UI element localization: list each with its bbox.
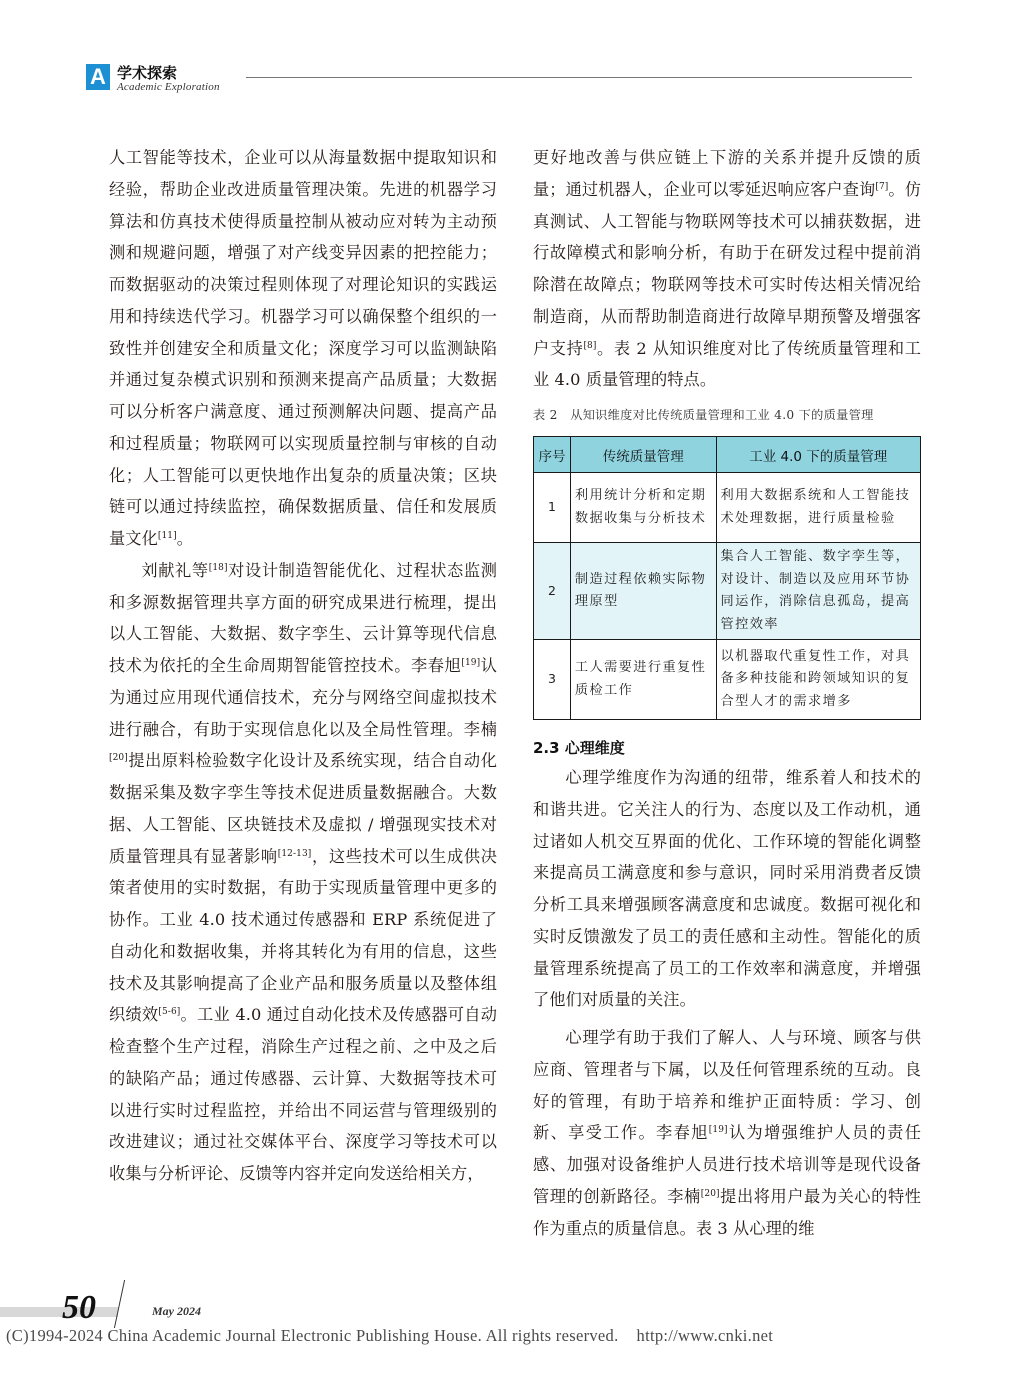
text-run: 提出将用户最为关心的特性作为重点的质量信息。表 3 从心理的维	[533, 1186, 922, 1238]
citation: [19]	[461, 658, 481, 668]
text-run: 。	[176, 529, 194, 548]
right-paragraph-2: 心理学维度作为沟通的纽带，维系着人和技术的和谐共进。它关注人的行为、态度以及工作动机，通过诸如人机交互界面的优化、工作环境的智能化调整来提高员工满意度和参与意识，同时采用消费者反馈分析工具来增强顾客满意度和忠诚度。数据可视化和实时反馈激发了员工的责任感和主动性。智能化的质量管理系统提高了员工的工作效率和满意度，并增强了他们对质量的关注。	[533, 768, 921, 1010]
citation: [20]	[700, 1188, 720, 1199]
section-heading: 2.3 心理维度	[533, 739, 625, 757]
table-cell-no: 1	[534, 473, 571, 543]
table-cell-no: 3	[534, 640, 571, 720]
footer-divider	[114, 1280, 125, 1328]
text-run: 心理学有助于我们了解人、人与环境、顾客与供应商、管理者与下属，以及任何管理系统的互动。良好的管理，有助于培养和维护正面特质：学习、创新、享受工作。李春旭	[533, 1028, 921, 1143]
right-paragraph-3	[533, 1022, 921, 1244]
right-column	[533, 142, 921, 1244]
left-column	[109, 142, 497, 1190]
text-run: 人工智能等技术，企业可以从海量数据中提取知识和经验，帮助企业改进质量管理决策。先进的机器学习算法和仿真技术使得质量控制从被动应对转为主动预测和规避问题，增强了对产线变异因素的把控能力；而数据驱动的决策过程则体现了对理论知识的实践运用和持续迭代学习。机器学习可以确保整个组织的一致性并创建安全和质量文化；深度学习可以监测缺陷并通过复杂模式识别和预测来提高产品质量；大数据可以分析客户满意度、通过预测解决问题、提高产品和过程质量；物联网可以实现质量控制与审核的自动化；人工智能可以更快地作出复杂的质量决策；区块链可以通过持续监控，确保数据质量、信任和发展质量文化	[109, 148, 497, 548]
text-run: 。仿真测试、人工智能与物联网等技术可以捕获数据，进行故障模式和影响分析，有助于在研发过程中提前消除潜在故障点；物联网等技术可实时传达相关情况给制造商，从而帮助制造商进行故障早期预警及增强客户支持	[533, 179, 921, 358]
citation: [7]	[875, 181, 889, 192]
citation: [20]	[109, 753, 128, 764]
table-cell-traditional: 利用统计分析和定期数据收集与分析技术	[570, 473, 716, 543]
table-header-cell: 工业 4.0 下的质量管理	[716, 437, 920, 473]
table-row	[534, 543, 921, 640]
journal-title-en: Academic Exploration	[117, 81, 220, 93]
table-header-row	[534, 437, 921, 473]
left-paragraph-1	[109, 142, 497, 555]
header-divider	[246, 77, 912, 78]
citation: [12-13]	[277, 848, 312, 859]
table-row	[534, 473, 921, 543]
footer-bar	[0, 1307, 118, 1317]
journal-title-cn: 学术探索	[117, 64, 178, 82]
table-cell-industry40: 利用大数据系统和人工智能技术处理数据，进行质量检验	[716, 473, 920, 543]
table-row	[534, 640, 921, 720]
text-run: 。工业 4.0 通过自动化技术及传感器可自动检查整个生产过程，消除生产过程之前、之中及之后的缺陷产品；通过传感器、云计算、大数据等技术可以进行实时过程监控，并给出不同运营与管理级别的改进建议；通过社交媒体平台、深度学习等技术可以收集与分析评论、反馈等内容并定向发送给相关方，	[109, 1005, 497, 1183]
table-cell-no: 2	[534, 543, 571, 640]
text-run: 。表 2 从知识维度对比了传统质量管理和工业 4.0 质量管理的特点。	[533, 338, 921, 390]
copyright-line	[6, 1326, 773, 1346]
text-run: 认为增强维护人员的责任感、加强对设备维护人员进行技术培训等是现代设备管理的创新路径。李楠	[533, 1123, 922, 1206]
text-run: 认为通过应用现代通信技术，充分与网络空间虚拟技术进行融合，有助于实现信息化以及全局性管理。李楠	[109, 656, 497, 739]
text-run: 提出原料检验数字化设计及系统实现，结合自动化数据采集及数字孪生等技术促进质量数据融合。大数据、人工智能、区块链技术及虚拟 / 增强现实技术对质量管理具有显著影响	[109, 751, 497, 866]
cnki-link[interactable]: http://www.cnki.net	[636, 1326, 774, 1345]
right-paragraph-1	[533, 142, 921, 396]
table-cell-traditional: 工人需要进行重复性质检工作	[570, 640, 716, 720]
text-run: 刘献礼等	[141, 560, 209, 580]
left-paragraph-2	[109, 555, 497, 1190]
table-caption: 表 2 从知识维度对比传统质量管理和工业 4.0 下的质量管理	[533, 408, 874, 422]
comparison-table	[533, 436, 921, 720]
table-cell-industry40: 以机器取代重复性工作，对具备多种技能和跨领域知识的复合型人才的需求增多	[716, 640, 920, 720]
table-header-cell: 传统质量管理	[570, 437, 716, 473]
text-run: 更好地改善与供应链上下游的关系并提升反馈的质量；通过机器人，企业可以零延迟响应客户查询	[533, 148, 921, 199]
copyright-text: (C)1994-2024 China Academic Journal Electronic Publishing House. All rights reserved.	[6, 1326, 619, 1345]
citation: [8]	[583, 340, 597, 351]
text-run: ，这些技术可以生成供决策者使用的实时数据，有助于实现质量管理中更多的协作。工业 4.0 技术通过传感器和 ERP 系统促进了自动化和数据收集，并将其转化为有用的信息，这些技术及其影响提高了企业产品和服务质量以及整体组织绩效	[109, 846, 498, 1025]
citation: [18]	[208, 562, 228, 573]
citation: [5-6]	[158, 1007, 181, 1018]
citation: [11]	[157, 531, 177, 541]
table-cell-traditional: 制造过程依赖实际物理原型	[570, 543, 716, 640]
issue-date: May 2024	[152, 1304, 201, 1318]
citation: [19]	[708, 1125, 728, 1136]
journal-logo: A	[86, 64, 110, 90]
table-header-cell: 序号	[534, 437, 571, 473]
table-cell-industry40: 集合人工智能、数字孪生等，对设计、制造以及应用环节协同运作，消除信息孤岛，提高管控效率	[716, 543, 920, 640]
text-run: 对设计制造智能优化、过程状态监测和多源数据管理共享方面的研究成果进行梳理，提出以人工智能、大数据、数字孪生、云计算等现代信息技术为依托的全生命周期智能管控技术。李春旭	[109, 560, 497, 675]
page-number: 50	[62, 1289, 96, 1326]
